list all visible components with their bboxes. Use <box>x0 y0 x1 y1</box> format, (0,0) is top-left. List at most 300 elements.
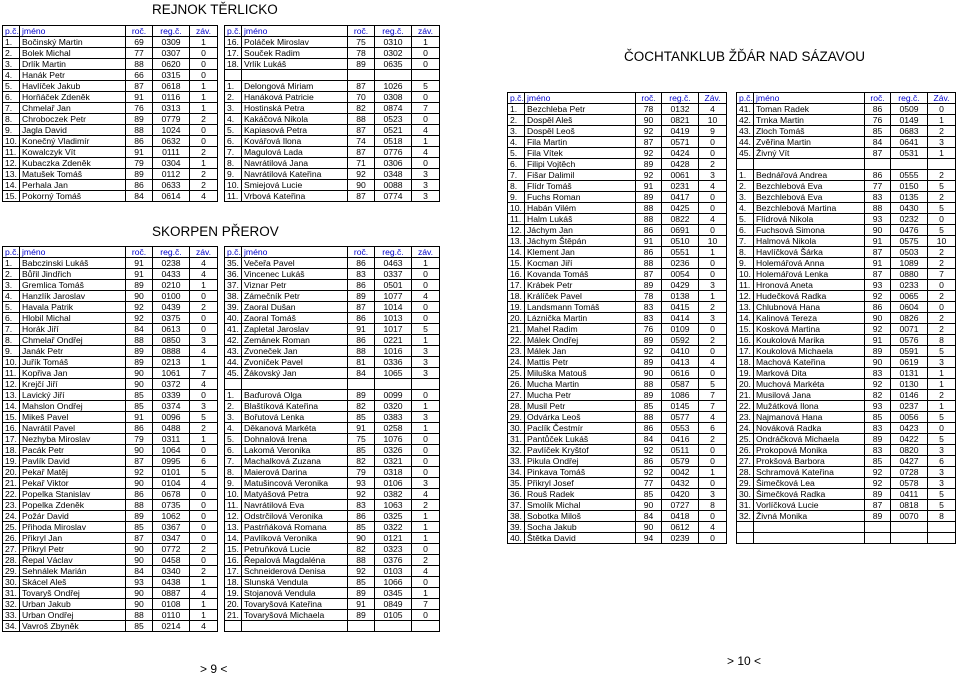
table-cell: 38. <box>225 291 242 302</box>
table-cell: 8. <box>737 247 754 258</box>
table-cell: 1 <box>190 37 218 48</box>
table-cell: 4 <box>412 125 440 136</box>
table-cell: 2 <box>412 555 440 566</box>
table-cell: 5 <box>699 379 727 390</box>
table-cell: Ondráčková Michaela <box>754 434 865 445</box>
table-cell: 0237 <box>891 401 928 412</box>
table-cell: 14. <box>225 533 242 544</box>
column-gap <box>727 258 737 269</box>
table-row <box>3 269 440 280</box>
table-cell: 40. <box>508 533 525 544</box>
table-cell: Viznar Petr <box>242 280 348 291</box>
column-gap <box>218 70 225 81</box>
table-cell: 0523 <box>375 114 412 125</box>
table-row <box>3 70 440 81</box>
table-cell: Žákovský Jan <box>242 368 348 379</box>
table-cell: 1 <box>699 247 727 258</box>
table-cell: Řepalová Magdaléna <box>242 555 348 566</box>
table-cell: Tovaryš Ondřej <box>20 588 126 599</box>
column-gap <box>727 500 737 511</box>
header-cell: záv. <box>412 26 440 37</box>
table-cell: 0413 <box>662 357 699 368</box>
header-cell: jméno <box>754 93 865 104</box>
table-cell: Fišar Dalimil <box>525 170 636 181</box>
table-cell: 2 <box>699 159 727 170</box>
table-cell: 7. <box>225 147 242 158</box>
table-cell: Kovanda Tomáš <box>525 269 636 280</box>
table-cell: 31. <box>508 434 525 445</box>
header-cell: reg.č. <box>153 247 190 258</box>
table-cell: 20. <box>737 379 754 390</box>
table-cell: Šimečková Radka <box>754 489 865 500</box>
table-cell: Marková Dita <box>754 368 865 379</box>
table-cell: Holemářová Lenka <box>754 269 865 280</box>
table-cell: 0575 <box>891 236 928 247</box>
table-row <box>3 335 440 346</box>
table-cell: 0430 <box>891 203 928 214</box>
table-row <box>3 533 440 544</box>
table-cell: 87 <box>636 137 662 148</box>
column-gap <box>727 225 737 236</box>
table-cell: Schneiderová Denisa <box>242 566 348 577</box>
table-cell: Bezchlebová Eva <box>754 181 865 192</box>
table-cell: 89 <box>126 280 153 291</box>
table-cell: 1 <box>412 258 440 269</box>
table-cell <box>225 621 242 632</box>
table-cell: 0 <box>699 456 727 467</box>
table-cell: 0616 <box>662 368 699 379</box>
table-cell: Živný Vít <box>754 148 865 159</box>
table-cell: 0614 <box>153 191 190 202</box>
table-cell: 1 <box>190 599 218 610</box>
column-gap <box>727 115 737 126</box>
table-cell: 1 <box>928 401 956 412</box>
table-cell: 16. <box>508 269 525 280</box>
table-cell: 19. <box>508 302 525 313</box>
table-cell: 3 <box>412 478 440 489</box>
table-cell: 0 <box>190 70 218 81</box>
table-cell: 6. <box>225 445 242 456</box>
table-cell: 92 <box>865 379 891 390</box>
table-cell: 0374 <box>153 401 190 412</box>
table-row <box>3 588 440 599</box>
table-cell: 0231 <box>662 181 699 192</box>
table-cell: 90 <box>126 555 153 566</box>
header-cell: roč. <box>348 26 375 37</box>
column-gap <box>218 269 225 280</box>
table-row <box>3 577 440 588</box>
table-row <box>508 500 956 511</box>
table-cell: 12. <box>225 511 242 522</box>
table-row <box>508 456 956 467</box>
table-cell: 17. <box>3 434 20 445</box>
table-row <box>508 104 956 115</box>
table-cell: 0510 <box>662 236 699 247</box>
table-cell: Kovářová Ilona <box>242 136 348 147</box>
table-cell: Tovaryšová Kateřina <box>242 599 348 610</box>
club-title-rejnok: REJNOK TĚRLICKO <box>152 2 278 17</box>
column-gap <box>218 103 225 114</box>
column-gap <box>727 247 737 258</box>
table-cell <box>754 533 865 544</box>
table-row <box>3 81 440 92</box>
table-cell: 1 <box>699 291 727 302</box>
table-cell: 0302 <box>375 48 412 59</box>
table-cell: 85 <box>126 621 153 632</box>
table-cell: Pekař Viktor <box>20 478 126 489</box>
table-row <box>508 137 956 148</box>
table-row <box>3 522 440 533</box>
table-cell: 3 <box>412 368 440 379</box>
table-cell: 91 <box>126 258 153 269</box>
table-cell: Bednářová Andrea <box>754 170 865 181</box>
table-cell: Zvoneček Jan <box>242 346 348 357</box>
table-cell: 5 <box>928 346 956 357</box>
table-cell: 30. <box>3 577 20 588</box>
table-row <box>508 445 956 456</box>
table-cell: 0 <box>190 390 218 401</box>
table-cell: 19. <box>225 588 242 599</box>
table-cell: 90 <box>126 544 153 555</box>
table-cell: 10 <box>699 115 727 126</box>
table-cell: 5 <box>190 412 218 423</box>
table-cell: 0318 <box>375 467 412 478</box>
table-cell: 86 <box>865 302 891 313</box>
table-cell: 91 <box>348 324 375 335</box>
table-cell: 22. <box>3 489 20 500</box>
table-cell: 0 <box>928 280 956 291</box>
column-gap <box>218 346 225 357</box>
table-cell: 0579 <box>662 456 699 467</box>
table-cell: Požár David <box>20 511 126 522</box>
table-cell: Popelka Zdeněk <box>20 500 126 511</box>
table-cell: 84 <box>348 368 375 379</box>
table-cell: Havala Patrik <box>20 302 126 313</box>
table-cell: 83 <box>636 313 662 324</box>
table-cell: Havlíčková Šárka <box>754 247 865 258</box>
table-cell: 92 <box>126 467 153 478</box>
table-cell <box>412 379 440 390</box>
header-cell: roč. <box>126 26 153 37</box>
table-cell: 79 <box>126 434 153 445</box>
table-cell: 31. <box>737 500 754 511</box>
column-gap <box>727 445 737 456</box>
table-cell: 9. <box>3 346 20 357</box>
table-cell: 9. <box>508 192 525 203</box>
table-cell: 27. <box>3 544 20 555</box>
column-gap <box>218 489 225 500</box>
table-cell: 92 <box>865 324 891 335</box>
table-cell: 85 <box>865 126 891 137</box>
table-row <box>3 412 440 423</box>
table-cell: 2 <box>190 169 218 180</box>
table-cell: 88 <box>126 335 153 346</box>
column-gap <box>727 269 737 280</box>
table-cell: Muchová Markéta <box>754 379 865 390</box>
table-cell: 2. <box>508 115 525 126</box>
table-cell: 0309 <box>153 37 190 48</box>
table-cell: 5 <box>928 203 956 214</box>
table-cell: 2 <box>190 566 218 577</box>
table-cell: 22. <box>737 401 754 412</box>
table-cell: 86 <box>126 180 153 191</box>
table-cell: 18. <box>737 357 754 368</box>
table-cell: 4 <box>190 621 218 632</box>
table-cell: 4 <box>412 291 440 302</box>
column-gap <box>218 577 225 588</box>
header-cell: reg.č. <box>153 26 190 37</box>
table-cell: 1 <box>412 511 440 522</box>
table-cell: 0145 <box>662 401 699 412</box>
table-cell: 92 <box>636 148 662 159</box>
table-cell: 2 <box>928 258 956 269</box>
table-cell: 40. <box>225 313 242 324</box>
table-cell: 84 <box>636 434 662 445</box>
table-cell: 0065 <box>891 291 928 302</box>
table-cell: 8 <box>928 335 956 346</box>
table-cell: 3 <box>412 169 440 180</box>
table-cell <box>225 379 242 390</box>
table-cell: 93 <box>865 280 891 291</box>
table-cell: 0 <box>412 48 440 59</box>
table-cell: 13. <box>737 302 754 313</box>
table-cell: 90 <box>126 291 153 302</box>
table-cell: Matušek Tomáš <box>20 169 126 180</box>
table-cell: 0325 <box>375 511 412 522</box>
table-cell: Kowalczyk Vít <box>20 147 126 158</box>
table-cell: 8. <box>508 181 525 192</box>
column-gap <box>218 588 225 599</box>
table-cell: 17. <box>737 346 754 357</box>
table-cell: 8. <box>3 335 20 346</box>
table-cell: 10. <box>3 357 20 368</box>
table-cell: 0727 <box>662 500 699 511</box>
table-cell <box>928 522 956 533</box>
table-cell: 17. <box>225 566 242 577</box>
table-cell: 91 <box>865 335 891 346</box>
column-gap <box>218 500 225 511</box>
table-cell: 1077 <box>375 291 412 302</box>
table-cell: Musilová Jana <box>754 390 865 401</box>
table-cell: 45. <box>737 148 754 159</box>
table-cell: 92 <box>636 170 662 181</box>
table-row <box>508 478 956 489</box>
table-cell: Bezchlebová Eva <box>754 192 865 203</box>
table-cell: 83 <box>865 423 891 434</box>
column-gap <box>727 126 737 137</box>
header-cell: reg.č. <box>375 26 412 37</box>
table-cell: 78 <box>636 104 662 115</box>
table-cell: 0 <box>190 136 218 147</box>
table-cell: 0 <box>699 368 727 379</box>
header-cell: p.č. <box>225 26 242 37</box>
table-cell: Kalinová Tereza <box>754 313 865 324</box>
table-cell: 90 <box>126 368 153 379</box>
table-cell: 1 <box>928 115 956 126</box>
table-cell: Matyášová Petra <box>242 489 348 500</box>
table-cell: 0 <box>699 269 727 280</box>
table-cell: 1014 <box>375 302 412 313</box>
table-cell: 4. <box>3 70 20 81</box>
table-cell: Matušincová Veronika <box>242 478 348 489</box>
table-cell: 86 <box>636 247 662 258</box>
table-cell: 35. <box>508 478 525 489</box>
table-cell: 0104 <box>153 478 190 489</box>
table-cell: 13. <box>508 236 525 247</box>
table-row <box>508 291 956 302</box>
table-cell: 2 <box>928 126 956 137</box>
table-cell: 0 <box>699 192 727 203</box>
table-cell: 23. <box>3 500 20 511</box>
page-number-right: > 10 < <box>727 654 762 668</box>
column-gap <box>218 511 225 522</box>
table-cell: 88 <box>348 555 375 566</box>
table-cell: 94 <box>636 533 662 544</box>
table-cell: Havlíček Jakub <box>20 81 126 92</box>
table-cell <box>928 533 956 544</box>
table-cell: 4 <box>699 357 727 368</box>
table-cell: 24. <box>508 357 525 368</box>
table-cell: 1024 <box>153 125 190 136</box>
table-row <box>508 159 956 170</box>
table-cell: 88 <box>126 610 153 621</box>
table-cell: 13. <box>225 522 242 533</box>
table-cell: 0 <box>412 158 440 169</box>
table-cell: Málek Ondřej <box>525 335 636 346</box>
table-cell: 4. <box>225 423 242 434</box>
table-cell: 1017 <box>375 324 412 335</box>
table-cell: 3. <box>225 103 242 114</box>
table-cell: 85 <box>126 522 153 533</box>
table-row <box>3 621 440 632</box>
table-cell: 1 <box>190 103 218 114</box>
table-cell: Přikryl Petr <box>20 544 126 555</box>
table-cell: 93 <box>865 401 891 412</box>
table-cell: 0108 <box>153 599 190 610</box>
table-cell: 0 <box>699 445 727 456</box>
table-cell: 86 <box>348 258 375 269</box>
table-cell: 0383 <box>375 412 412 423</box>
table-cell: Fila Vítek <box>525 148 636 159</box>
roster-table-rejnok <box>2 25 440 202</box>
table-cell: 0411 <box>891 489 928 500</box>
table-cell: Večeřa Pavel <box>242 258 348 269</box>
table-cell: 0501 <box>375 280 412 291</box>
table-cell: 0 <box>190 48 218 59</box>
table-cell: 90 <box>865 357 891 368</box>
table-cell: 0 <box>190 500 218 511</box>
table-cell: Kocman Jiří <box>525 258 636 269</box>
table-cell: 82 <box>348 103 375 114</box>
table-cell: 0604 <box>891 302 928 313</box>
table-cell: 0887 <box>153 588 190 599</box>
table-cell: 89 <box>126 357 153 368</box>
table-row <box>508 225 956 236</box>
table-row <box>508 236 956 247</box>
table-cell <box>865 522 891 533</box>
header-cell: p.č. <box>225 247 242 258</box>
table-cell: 0 <box>699 511 727 522</box>
table-cell: Magulová Lada <box>242 147 348 158</box>
table-cell: 27. <box>508 390 525 401</box>
table-cell: 3 <box>699 280 727 291</box>
column-gap <box>218 599 225 610</box>
table-cell: 88 <box>126 59 153 70</box>
table-cell: 0728 <box>891 467 928 478</box>
table-cell: Bezchleba Petr <box>525 104 636 115</box>
table-cell: 1 <box>190 610 218 621</box>
column-gap <box>727 148 737 159</box>
table-cell: Dospěl Leoš <box>525 126 636 137</box>
table-cell <box>928 159 956 170</box>
column-gap <box>727 170 737 181</box>
table-cell: 7 <box>699 401 727 412</box>
table-cell: 88 <box>126 125 153 136</box>
column-gap <box>218 180 225 191</box>
column-gap <box>727 434 737 445</box>
table-cell: 35. <box>225 258 242 269</box>
column-gap <box>727 533 737 544</box>
table-cell: 8. <box>3 114 20 125</box>
table-cell <box>348 70 375 81</box>
table-cell: Krejčí Jiří <box>20 379 126 390</box>
table-cell: 0236 <box>662 258 699 269</box>
table-cell: 1 <box>190 158 218 169</box>
table-row <box>3 379 440 390</box>
table-cell: 0576 <box>891 335 928 346</box>
table-cell: 85 <box>865 412 891 423</box>
table-cell: 0345 <box>375 588 412 599</box>
table-cell <box>225 70 242 81</box>
table-cell: Zaoral Tomáš <box>242 313 348 324</box>
table-cell: Landsmann Tomáš <box>525 302 636 313</box>
table-cell: Horňáček Zdeněk <box>20 92 126 103</box>
table-cell: 26. <box>737 445 754 456</box>
table-cell: 89 <box>865 511 891 522</box>
table-cell: 92 <box>126 302 153 313</box>
table-cell: Sehnálek Marián <box>20 566 126 577</box>
table-cell: 85 <box>348 412 375 423</box>
table-cell: 1 <box>412 37 440 48</box>
table-cell: Babczinski Lukáš <box>20 258 126 269</box>
table-cell: 0822 <box>662 214 699 225</box>
table-row <box>508 379 956 390</box>
table-cell: 0518 <box>375 136 412 147</box>
table-cell: 85 <box>348 522 375 533</box>
table-cell: 0111 <box>153 147 190 158</box>
table-cell: 86 <box>348 511 375 522</box>
table-cell: 16. <box>225 555 242 566</box>
table-cell: 1. <box>3 258 20 269</box>
table-cell <box>865 159 891 170</box>
table-cell: Hanzlík Jaroslav <box>20 291 126 302</box>
table-cell: 38. <box>508 511 525 522</box>
table-cell: 91 <box>126 92 153 103</box>
table-cell: Chmelař Jan <box>20 103 126 114</box>
table-cell: 91 <box>348 423 375 434</box>
table-cell <box>891 522 928 533</box>
table-cell: 0 <box>412 456 440 467</box>
table-cell: 0 <box>412 92 440 103</box>
table-row <box>508 269 956 280</box>
table-cell: Odstrčilová Veronika <box>242 511 348 522</box>
table-cell: Flídr Tomáš <box>525 181 636 192</box>
table-cell: 91 <box>126 269 153 280</box>
table-cell: 0339 <box>153 390 190 401</box>
table-cell: Bolek Michal <box>20 48 126 59</box>
table-cell: Pavlíček Kryštof <box>525 445 636 456</box>
table-cell: 0821 <box>662 115 699 126</box>
